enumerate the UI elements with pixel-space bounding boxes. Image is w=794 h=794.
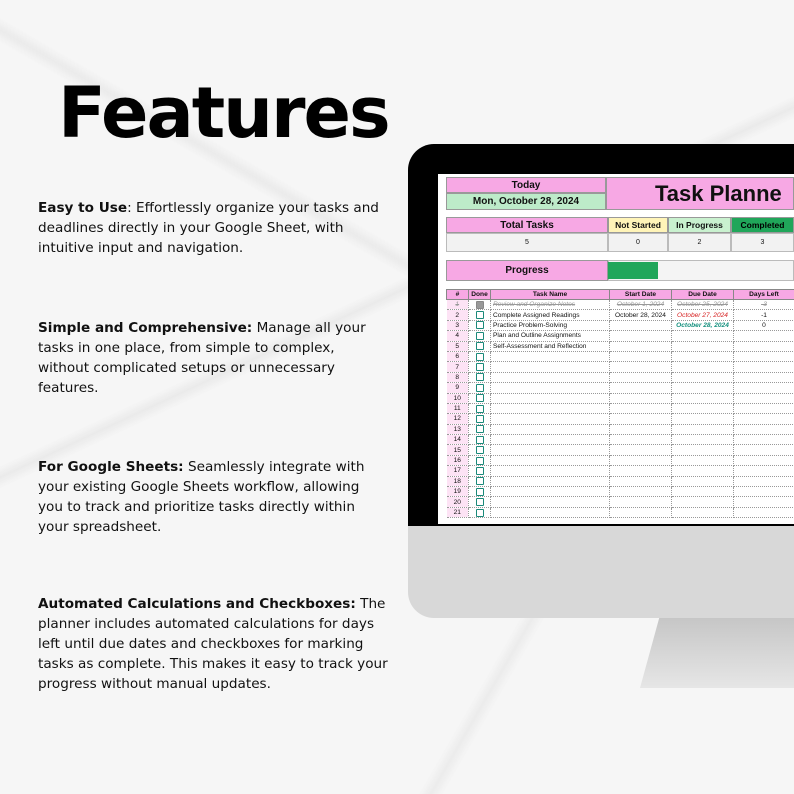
start-date-cell[interactable] bbox=[610, 507, 672, 517]
row-number: 6 bbox=[447, 351, 469, 361]
start-date-cell[interactable] bbox=[610, 383, 672, 393]
done-cell bbox=[469, 331, 491, 341]
task-name-cell[interactable]: Plan and Outline Assignments bbox=[491, 331, 610, 341]
table-row bbox=[447, 351, 794, 361]
row-number: 17 bbox=[447, 466, 469, 476]
due-date-cell[interactable] bbox=[672, 372, 734, 382]
monitor-screen bbox=[438, 174, 794, 524]
done-checkbox[interactable] bbox=[476, 301, 484, 309]
start-date-cell[interactable] bbox=[610, 414, 672, 424]
due-date-cell[interactable] bbox=[672, 445, 734, 455]
task-name-cell[interactable]: Complete Assigned Readings bbox=[491, 310, 610, 320]
done-checkbox[interactable] bbox=[476, 342, 484, 350]
row-number: 4 bbox=[447, 331, 469, 341]
start-date-cell[interactable] bbox=[610, 393, 672, 403]
task-planner-sheet bbox=[438, 174, 794, 524]
column-header: Done bbox=[469, 290, 491, 300]
row-number: 5 bbox=[447, 341, 469, 351]
start-date-cell[interactable] bbox=[610, 424, 672, 434]
task-name-cell[interactable]: Self-Assessment and Reflection bbox=[491, 341, 610, 351]
done-checkbox[interactable] bbox=[476, 353, 484, 361]
done-checkbox[interactable] bbox=[476, 311, 484, 319]
task-name-cell[interactable] bbox=[491, 403, 610, 413]
task-name-cell[interactable] bbox=[491, 414, 610, 424]
table-row bbox=[447, 403, 794, 413]
done-checkbox[interactable] bbox=[476, 467, 484, 475]
row-number: 21 bbox=[447, 507, 469, 517]
row-number: 7 bbox=[447, 362, 469, 372]
days-left-cell bbox=[734, 445, 794, 455]
task-name-cell[interactable] bbox=[491, 424, 610, 434]
feature-block bbox=[38, 594, 388, 694]
table-body bbox=[447, 300, 794, 518]
days-left-cell bbox=[734, 383, 794, 393]
days-left-cell bbox=[734, 424, 794, 434]
row-number: 16 bbox=[447, 455, 469, 465]
days-left-cell bbox=[734, 487, 794, 497]
days-left-cell bbox=[734, 351, 794, 361]
row-number: 13 bbox=[447, 424, 469, 434]
task-name-cell[interactable] bbox=[491, 455, 610, 465]
done-checkbox[interactable] bbox=[476, 405, 484, 413]
table-row bbox=[447, 331, 794, 341]
row-number: 11 bbox=[447, 403, 469, 413]
table-row bbox=[447, 435, 794, 445]
task-name-cell[interactable] bbox=[491, 507, 610, 517]
due-date-cell[interactable] bbox=[672, 383, 734, 393]
table-row bbox=[447, 476, 794, 486]
feature-separator: : bbox=[127, 200, 136, 216]
progress-label: Progress bbox=[446, 260, 608, 281]
done-cell bbox=[469, 455, 491, 465]
table-row bbox=[447, 466, 794, 476]
row-number: 15 bbox=[447, 445, 469, 455]
done-cell bbox=[469, 351, 491, 361]
due-date-cell[interactable] bbox=[672, 362, 734, 372]
start-date-cell[interactable] bbox=[610, 403, 672, 413]
table-row bbox=[447, 310, 794, 320]
feature-text: Manage all your tasks in one place, from simple to complex, without complicated setups or unnecessary features. bbox=[38, 320, 366, 396]
feature-text: The planner includes automated calculations for days left until due dates and checkboxes for marking tasks as complete. This makes it easy to track your progress without manual updates. bbox=[38, 596, 388, 692]
done-cell bbox=[469, 445, 491, 455]
column-header: # bbox=[447, 290, 469, 300]
today-date: Mon, October 28, 2024 bbox=[446, 193, 606, 210]
done-checkbox[interactable] bbox=[476, 373, 484, 381]
task-table bbox=[446, 289, 794, 518]
due-date-cell[interactable] bbox=[672, 424, 734, 434]
due-date-cell[interactable] bbox=[672, 341, 734, 351]
in-progress-label: In Progress bbox=[668, 217, 731, 233]
due-date-cell[interactable] bbox=[672, 507, 734, 517]
days-left-cell bbox=[734, 466, 794, 476]
row-number: 9 bbox=[447, 383, 469, 393]
done-cell bbox=[469, 507, 491, 517]
due-date-cell[interactable] bbox=[672, 476, 734, 486]
start-date-cell[interactable] bbox=[610, 466, 672, 476]
done-cell bbox=[469, 476, 491, 486]
table-row bbox=[447, 445, 794, 455]
row-number: 14 bbox=[447, 435, 469, 445]
done-cell bbox=[469, 466, 491, 476]
task-name-cell[interactable] bbox=[491, 393, 610, 403]
task-name-cell[interactable] bbox=[491, 383, 610, 393]
start-date-cell[interactable] bbox=[610, 351, 672, 361]
days-left-cell bbox=[734, 497, 794, 507]
row-number: 8 bbox=[447, 372, 469, 382]
done-checkbox[interactable] bbox=[476, 498, 484, 506]
table-header-row bbox=[447, 290, 794, 300]
table-row bbox=[447, 372, 794, 382]
table-row bbox=[447, 424, 794, 434]
days-left-cell bbox=[734, 331, 794, 341]
table-row bbox=[447, 507, 794, 517]
task-name-cell[interactable] bbox=[491, 476, 610, 486]
monitor-chin bbox=[408, 526, 794, 618]
done-checkbox[interactable] bbox=[476, 415, 484, 423]
start-date-cell[interactable] bbox=[610, 372, 672, 382]
feature-heading: For Google Sheets: bbox=[38, 459, 184, 475]
days-left-cell bbox=[734, 455, 794, 465]
task-name-cell[interactable] bbox=[491, 497, 610, 507]
due-date-cell[interactable]: October 28, 2024 bbox=[672, 320, 734, 330]
start-date-cell[interactable] bbox=[610, 497, 672, 507]
row-number: 19 bbox=[447, 487, 469, 497]
start-date-cell[interactable]: October 1, 2024 bbox=[610, 300, 672, 310]
days-left-cell: -1 bbox=[734, 310, 794, 320]
table-row bbox=[447, 455, 794, 465]
completed-label: Completed bbox=[731, 217, 794, 233]
page-title: Features bbox=[58, 72, 389, 154]
days-left-cell bbox=[734, 414, 794, 424]
feature-heading: Simple and Comprehensive: bbox=[38, 320, 253, 336]
done-cell bbox=[469, 300, 491, 310]
days-left-cell bbox=[734, 341, 794, 351]
done-cell bbox=[469, 393, 491, 403]
total-tasks-label: Total Tasks bbox=[446, 217, 608, 233]
in-progress-value: 2 bbox=[668, 233, 731, 252]
feature-text: Seamlessly integrate with your existing Google Sheets workflow, allowing you to track and prioritize tasks directly within your spreadsheet. bbox=[38, 459, 365, 535]
days-left-cell bbox=[734, 403, 794, 413]
total-tasks-value: 5 bbox=[446, 233, 608, 252]
done-cell bbox=[469, 497, 491, 507]
progress-bar-fill bbox=[608, 262, 658, 279]
done-cell bbox=[469, 414, 491, 424]
done-cell bbox=[469, 310, 491, 320]
task-name-cell[interactable] bbox=[491, 487, 610, 497]
row-number: 3 bbox=[447, 320, 469, 330]
start-date-cell[interactable] bbox=[610, 331, 672, 341]
table-row bbox=[447, 320, 794, 330]
start-date-cell[interactable] bbox=[610, 487, 672, 497]
due-date-cell[interactable] bbox=[672, 435, 734, 445]
done-cell bbox=[469, 372, 491, 382]
feature-block bbox=[38, 318, 388, 398]
planner-title: Task Planne bbox=[606, 177, 794, 210]
table-row bbox=[447, 393, 794, 403]
feature-heading: Easy to Use bbox=[38, 200, 128, 216]
column-header: Start Date bbox=[610, 290, 672, 300]
done-cell bbox=[469, 487, 491, 497]
done-cell bbox=[469, 320, 491, 330]
start-date-cell[interactable] bbox=[610, 445, 672, 455]
monitor-stand bbox=[640, 618, 794, 688]
column-header: Task Name bbox=[491, 290, 610, 300]
due-date-cell[interactable] bbox=[672, 497, 734, 507]
row-number: 18 bbox=[447, 476, 469, 486]
table-row bbox=[447, 341, 794, 351]
done-cell bbox=[469, 383, 491, 393]
start-date-cell[interactable] bbox=[610, 320, 672, 330]
due-date-cell[interactable] bbox=[672, 487, 734, 497]
done-checkbox[interactable] bbox=[476, 321, 484, 329]
task-name-cell[interactable] bbox=[491, 372, 610, 382]
days-left-cell bbox=[734, 507, 794, 517]
done-checkbox[interactable] bbox=[476, 332, 484, 340]
due-date-cell[interactable] bbox=[672, 403, 734, 413]
done-cell bbox=[469, 341, 491, 351]
not-started-value: 0 bbox=[608, 233, 668, 252]
due-date-cell[interactable] bbox=[672, 351, 734, 361]
not-started-label: Not Started bbox=[608, 217, 668, 233]
column-header: Days Left bbox=[734, 290, 794, 300]
row-number: 10 bbox=[447, 393, 469, 403]
due-date-cell[interactable]: October 25, 2024 bbox=[672, 300, 734, 310]
days-left-cell bbox=[734, 476, 794, 486]
row-number: 2 bbox=[447, 310, 469, 320]
task-name-cell[interactable]: Review and Organize Notes bbox=[491, 300, 610, 310]
task-name-cell[interactable] bbox=[491, 445, 610, 455]
done-checkbox[interactable] bbox=[476, 457, 484, 465]
column-header: Due Date bbox=[672, 290, 734, 300]
task-name-cell[interactable] bbox=[491, 435, 610, 445]
days-left-cell bbox=[734, 393, 794, 403]
start-date-cell[interactable]: October 28, 2024 bbox=[610, 310, 672, 320]
table-row bbox=[447, 487, 794, 497]
due-date-cell[interactable] bbox=[672, 455, 734, 465]
table-row bbox=[447, 497, 794, 507]
due-date-cell[interactable]: October 27, 2024 bbox=[672, 310, 734, 320]
done-checkbox[interactable] bbox=[476, 363, 484, 371]
start-date-cell[interactable] bbox=[610, 435, 672, 445]
today-label: Today bbox=[446, 177, 606, 193]
task-name-cell[interactable] bbox=[491, 362, 610, 372]
completed-value: 3 bbox=[731, 233, 794, 252]
task-name-cell[interactable] bbox=[491, 351, 610, 361]
feature-text: Effortlessly organize your tasks and deadlines directly in your Google Sheet, with intuitive input and navigation. bbox=[38, 200, 379, 256]
start-date-cell[interactable] bbox=[610, 455, 672, 465]
done-checkbox[interactable] bbox=[476, 394, 484, 402]
feature-block bbox=[38, 457, 388, 537]
done-checkbox[interactable] bbox=[476, 488, 484, 496]
days-left-cell bbox=[734, 362, 794, 372]
done-cell bbox=[469, 435, 491, 445]
table-row bbox=[447, 362, 794, 372]
due-date-cell[interactable] bbox=[672, 393, 734, 403]
table-row bbox=[447, 414, 794, 424]
done-cell bbox=[469, 403, 491, 413]
done-checkbox[interactable] bbox=[476, 425, 484, 433]
done-cell bbox=[469, 362, 491, 372]
done-checkbox[interactable] bbox=[476, 509, 484, 517]
feature-block bbox=[38, 198, 388, 258]
due-date-cell[interactable] bbox=[672, 414, 734, 424]
due-date-cell[interactable] bbox=[672, 331, 734, 341]
table-row bbox=[447, 300, 794, 310]
row-number: 20 bbox=[447, 497, 469, 507]
done-cell bbox=[469, 424, 491, 434]
task-name-cell[interactable] bbox=[491, 466, 610, 476]
done-checkbox[interactable] bbox=[476, 477, 484, 485]
start-date-cell[interactable] bbox=[610, 476, 672, 486]
row-number: 12 bbox=[447, 414, 469, 424]
days-left-cell: 0 bbox=[734, 320, 794, 330]
done-checkbox[interactable] bbox=[476, 446, 484, 454]
start-date-cell[interactable] bbox=[610, 341, 672, 351]
row-number: 1 bbox=[447, 300, 469, 310]
due-date-cell[interactable] bbox=[672, 466, 734, 476]
days-left-cell: -3 bbox=[734, 300, 794, 310]
done-checkbox[interactable] bbox=[476, 436, 484, 444]
task-name-cell[interactable]: Practice Problem-Solving bbox=[491, 320, 610, 330]
start-date-cell[interactable] bbox=[610, 362, 672, 372]
days-left-cell bbox=[734, 372, 794, 382]
feature-heading: Automated Calculations and Checkboxes: bbox=[38, 596, 356, 612]
days-left-cell bbox=[734, 435, 794, 445]
done-checkbox[interactable] bbox=[476, 384, 484, 392]
table-row bbox=[447, 383, 794, 393]
